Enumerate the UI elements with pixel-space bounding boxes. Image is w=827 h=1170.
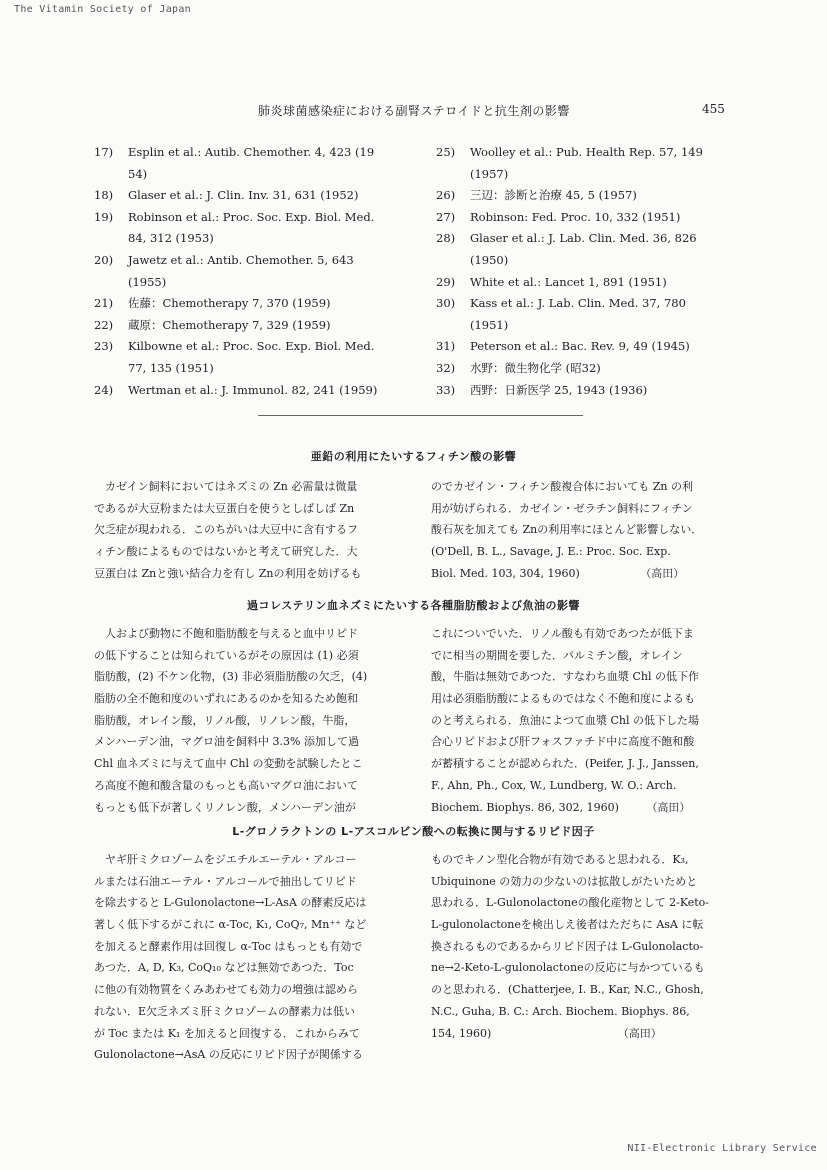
article-lipid-right-column xyxy=(431,623,736,818)
reference-item xyxy=(94,336,394,379)
body-text-line: ものでキノン型化合物が有効であると思われる．K₃, xyxy=(431,853,689,866)
reference-text: Woolley et al.: Pub. Health Rep. 57, 149 (1957) xyxy=(470,145,703,181)
reference-number: 25) xyxy=(436,145,456,159)
reference-number: 30) xyxy=(436,296,456,311)
article-zinc-right-column xyxy=(431,476,736,584)
body-text-line: 酸，牛脂は無効であつた．すなわち血漿 Chl の低下作 xyxy=(431,670,700,684)
reference-item xyxy=(436,293,736,336)
reference-item xyxy=(436,358,736,380)
body-text-line: F., Ahn, Ph., Cox, W., Lundberg, W. O.: Arch. xyxy=(431,778,677,792)
reference-text: 水野：微生物化学 (昭32) xyxy=(470,360,601,375)
running-title: 肺炎球菌感染症における副腎ステロイドと抗生剤の影響 xyxy=(258,104,570,118)
body-text-line: 酸石灰を加えても Znの利用率にほとんど影響しない． xyxy=(431,523,703,537)
body-text-line: のと思われる．(Chatterjee, I. B., Kar, N.C., Ghosh, xyxy=(431,983,704,997)
reference-text: Wertman et al.: J. Immunol. 82, 241 (1959) xyxy=(128,382,378,397)
body-text-line: 用が妨げられる．カゼイン・ゼラチン飼料にフィチン xyxy=(431,501,693,515)
body-text-line: あつた．A, D, K₃, CoQ₁₀ などは無効であつた．Toc xyxy=(94,961,354,975)
reference-text: Robinson et al.: Proc. Soc. Exp. Biol. Med. 84, 312 (1953) xyxy=(128,209,375,246)
body-text-line: に他の有効物質をくみあわせても効力の増強は認めら xyxy=(94,983,358,997)
body-text-line: メンハーデン油，マグロ油を飼料中 3.3% 添加して過 xyxy=(94,735,359,749)
reference-number: 23) xyxy=(94,339,114,354)
reference-number: 31) xyxy=(436,339,456,354)
body-text-line: が Toc または K₁ を加えると回復する．これからみて xyxy=(94,1026,360,1040)
body-text-line: ヤギ肝ミクロゾームをジエチルエーテル・アルコー xyxy=(94,853,357,866)
body-text-line: カゼイン飼料においてはネズミの Zn 必需量は微量 xyxy=(94,480,358,493)
reference-text: 西野：日新医学 25, 1943 (1936) xyxy=(470,382,648,397)
page-number: 455 xyxy=(702,102,725,116)
reference-number: 19) xyxy=(94,209,114,224)
reference-text: 佐藤：Chemotherapy 7, 370 (1959) xyxy=(128,296,331,311)
reference-number: 18) xyxy=(94,188,114,203)
reference-number: 26) xyxy=(436,188,456,203)
reference-number: 21) xyxy=(94,296,114,311)
reference-item xyxy=(94,380,394,402)
body-text-line: 脂肪酸，(2) 不ケン化物，(3) 非必須脂肪酸の欠乏，(4) xyxy=(94,670,368,684)
reference-text: White et al.: Lancet 1, 891 (1951) xyxy=(470,274,667,289)
reference-number: 29) xyxy=(436,274,456,289)
body-text-line: Ubiquinone の効力の少ないのは拡散しがたいためと xyxy=(431,874,698,888)
body-text-line: 欠乏症が現われる．このちがいは大豆中に含有するフ xyxy=(94,523,358,537)
reference-number: 28) xyxy=(436,231,456,246)
reference-item xyxy=(94,207,394,250)
article-zinc-left-column xyxy=(94,476,399,584)
reference-number: 32) xyxy=(436,360,456,375)
article-title-zinc-phytate: 亜鉛の利用にたいするフィチン酸の影響 xyxy=(310,450,517,463)
article-gulonolactone-right-column xyxy=(431,849,736,1044)
body-text-line: ィチン酸によるものではないかと考えて研究した．大 xyxy=(94,545,358,559)
reference-item xyxy=(436,272,736,294)
body-text-line: 脂肪酸，オレイン酸，リノル酸，リノレン酸，牛脂， xyxy=(94,713,356,727)
reference-text: Jawetz et al.: Antib. Chemother. 5, 643 (1955) xyxy=(128,252,354,289)
body-text-line: 脂肪の全不飽和度のいずれにあるのかを知るため飽和 xyxy=(94,692,358,706)
body-text-line: Chl 血ネズミに与えて血中 Chl の変動を試験したとこ xyxy=(94,757,363,771)
body-text-line: ルまたは石油エーテル・アルコールで抽出してリピド xyxy=(94,874,357,888)
body-text-line: 合心リピドおよび肝フォスファチド中に高度不飽和酸 xyxy=(431,735,695,749)
body-text-line: 思われる．L-Gulonolactoneの酸化産物として 2-Keto- xyxy=(431,896,710,910)
reference-item xyxy=(94,185,394,207)
reference-text: Kilbowne et al.: Proc. Soc. Exp. Biol. Med. 77, 135 (1951) xyxy=(128,339,375,375)
body-text-line: N.C., Guha, B. C.: Arch. Biochem. Biophys. 86, xyxy=(431,1004,690,1018)
body-text-line: もっとも低下が著しくリノレン酸，メンハーデン油が xyxy=(94,800,356,814)
section-divider xyxy=(258,415,583,416)
reference-number: 33) xyxy=(436,382,456,397)
article-title-gulonolactone: L-グロノラクトンの L-アスコルビン酸への転換に関与するリピド因子 xyxy=(232,825,595,838)
body-text-line: Biochem. Biophys. 86, 302, 1960) （高田） xyxy=(431,800,691,814)
reference-item xyxy=(436,228,736,271)
body-text-line: であるが大豆粉または大豆蛋白を使うとしばしば Zn xyxy=(94,501,355,515)
reference-item xyxy=(94,315,394,337)
reference-item xyxy=(436,142,736,185)
body-text-line: が蓄積することが認められた．(Peifer, J. J., Janssen, xyxy=(431,757,699,771)
body-text-line: 人および動物に不飽和脂肪酸を与えると血中リピド xyxy=(94,627,358,640)
reference-text: Peterson et al.: Bac. Rev. 9, 49 (1945) xyxy=(470,339,690,354)
reference-number: 22) xyxy=(94,317,114,332)
body-text-line: L-gulonolactoneを検出しえ後者はただちに AsA に転 xyxy=(431,918,704,932)
body-text-line: でに相当の期間を要した．パルミチン酸，オレイン xyxy=(431,648,683,662)
reference-text: 蔵原：Chemotherapy 7, 329 (1959) xyxy=(128,317,331,332)
reference-number: 24) xyxy=(94,382,114,397)
body-text-line: Biol. Med. 103, 304, 1960) （高田） xyxy=(431,566,685,580)
body-text-line: 豆蛋白は Znと強い結合力を有し Znの利用を妨げるも xyxy=(94,566,362,580)
reference-list-left xyxy=(94,142,394,401)
body-text-line: これについでいた．リノル酸も有効であつたが低下ま xyxy=(431,627,694,640)
reference-text: Glaser et al.: J. Lab. Clin. Med. 36, 826 (1950) xyxy=(470,231,697,267)
reference-text: Esplin et al.: Autib. Chemother. 4, 423 (19 54) xyxy=(128,145,375,181)
body-text-line: 154, 1960) （高田） xyxy=(431,1026,662,1040)
footer-service: NII-Electronic Library Service xyxy=(627,1143,817,1154)
body-text-line: (O'Dell, B. L., Savage, J. E.: Proc. Soc. Exp. xyxy=(431,545,671,559)
body-text-line: のと考えられる．魚油によつて血漿 Chl の低下した場 xyxy=(431,713,700,727)
reference-number: 27) xyxy=(436,209,456,224)
article-title-hypercholesterolemic-rats: 過コレステリン血ネズミにたいする各種脂肪酸および魚油の影響 xyxy=(247,599,580,612)
article-gulonolactone-left-column xyxy=(94,849,399,1066)
body-text-line: 著しく低下するがこれに α-Toc, K₁, CoQ₇, Mn⁺⁺ など xyxy=(94,918,367,932)
body-text-line: れない．E欠乏ネズミ肝ミクロゾームの酵素力は低い xyxy=(94,1004,356,1018)
reference-item xyxy=(436,185,736,207)
body-text-line: ne→2-Keto-L-gulonolactoneの反応に与かつているも xyxy=(431,961,705,975)
reference-number: 17) xyxy=(94,145,114,159)
reference-item xyxy=(436,380,736,402)
reference-list-right xyxy=(436,142,736,401)
body-text-line: Gulonolactone→AsA の反応にリピド因子が関係する xyxy=(94,1048,363,1062)
reference-item xyxy=(94,293,394,315)
society-name: The Vitamin Society of Japan xyxy=(14,4,191,15)
reference-item xyxy=(436,207,736,229)
reference-item xyxy=(94,250,394,293)
body-text-line: を加えると酵素作用は回復し α-Toc はもっとも有効で xyxy=(94,939,363,953)
body-text-line: の低下することは知られているがその原因は (1) 必須 xyxy=(94,648,359,662)
body-text-line: 換されるものであるからリピド因子は L-Gulonolacto- xyxy=(431,939,704,953)
reference-text: Glaser et al.: J. Clin. Inv. 31, 631 (1952) xyxy=(128,188,359,203)
reference-item xyxy=(94,142,394,185)
body-text-line: 用は必須脂肪酸によるものではなく不飽和度によるも xyxy=(431,692,695,706)
reference-text: Robinson: Fed. Proc. 10, 332 (1951) xyxy=(470,209,681,224)
body-text-line: ろ高度不飽和酸含量のもっとも高いマグロ油において xyxy=(94,778,358,792)
reference-text: Kass et al.: J. Lab. Clin. Med. 37, 780 (1951) xyxy=(470,296,686,332)
reference-item xyxy=(436,336,736,358)
reference-text: 三辺：診断と治療 45, 5 (1957) xyxy=(470,188,637,203)
reference-number: 20) xyxy=(94,252,114,267)
body-text-line: を除去すると L-Gulonolactone→L-AsA の酵素反応は xyxy=(94,896,367,910)
article-lipid-left-column xyxy=(94,623,399,818)
body-text-line: のでカゼイン・フィチン酸複合体においても Zn の利 xyxy=(431,480,693,493)
